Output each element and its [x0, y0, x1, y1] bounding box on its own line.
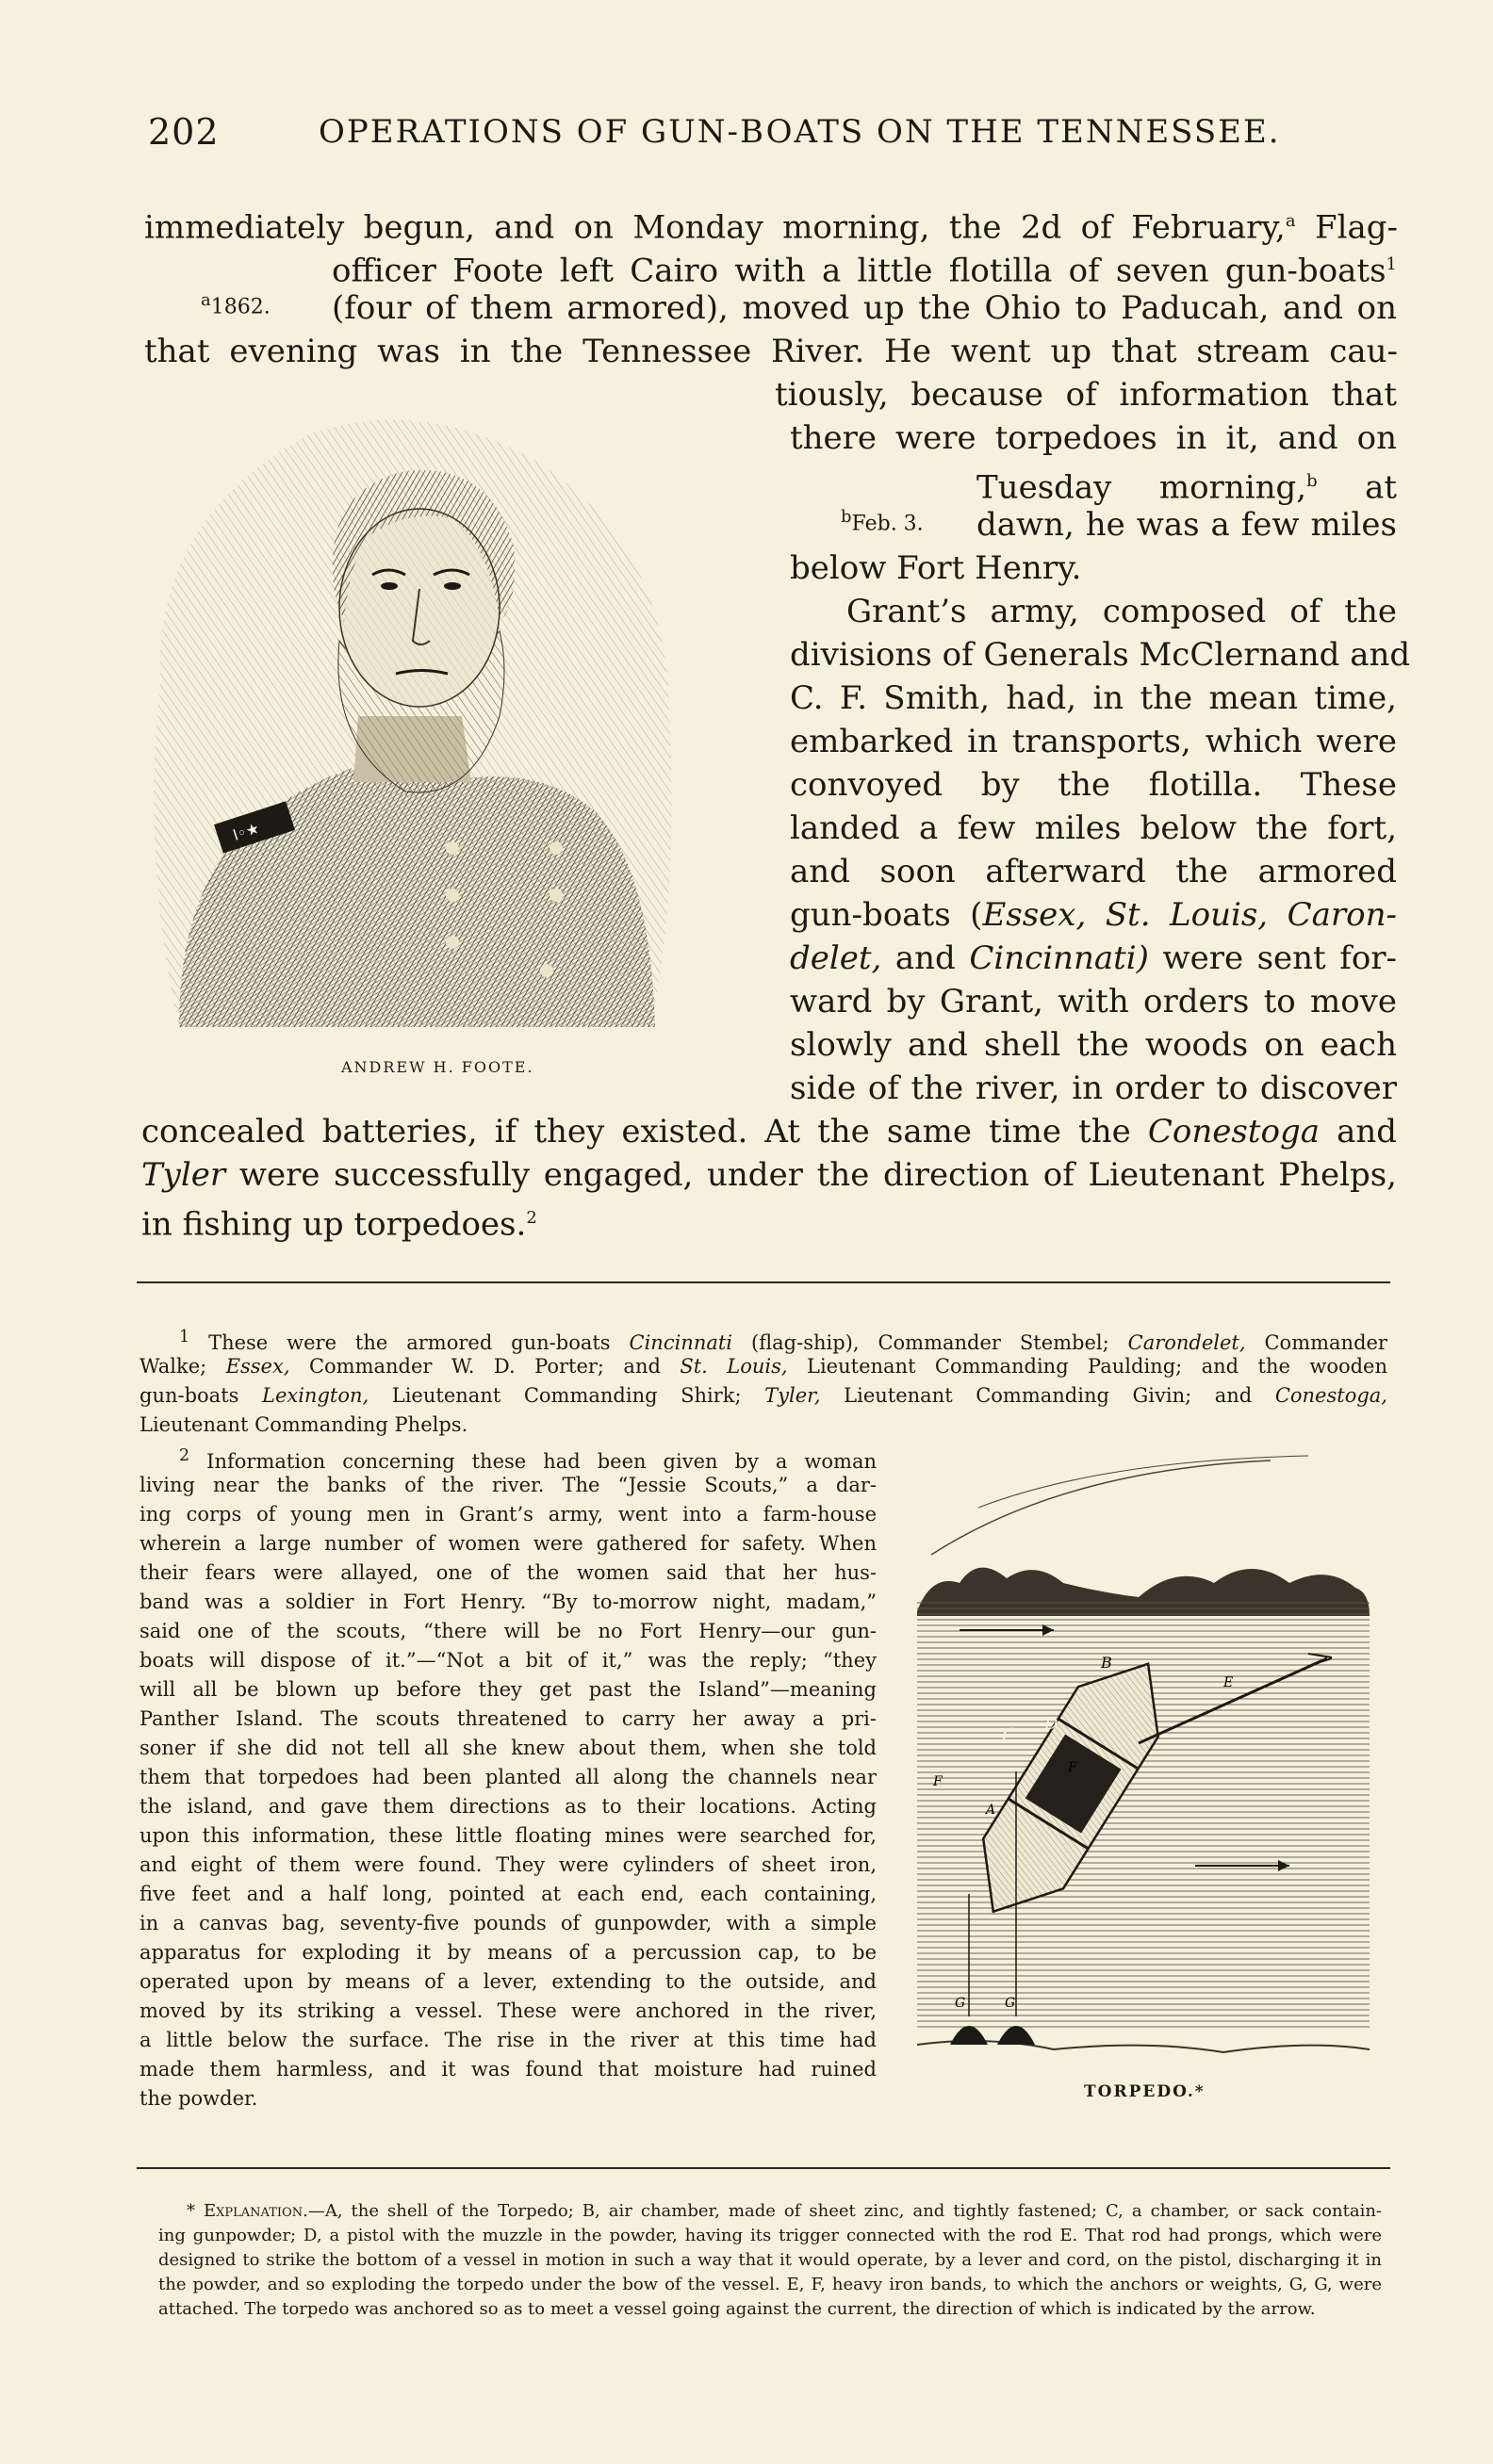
text-span: officer Foote left Cairo with a little flotilla of seven gun-boats — [332, 252, 1386, 290]
footnote-line — [139, 1381, 1387, 1411]
text-span: Lieutenant Commanding Paulding; and the wooden — [807, 1355, 1388, 1378]
ship-name: Tyler, — [764, 1384, 821, 1407]
marginal-ref: b — [1306, 471, 1318, 491]
footnote-line: wherein a large number of women were gathered for safety. When — [139, 1532, 877, 1555]
text-line: (four of them armored), moved up the Ohio to Paducah, and on — [332, 289, 1397, 327]
text-span: Walke; — [139, 1355, 207, 1378]
footnote-line: the island, and gave them directions as to their locations. Acting — [139, 1795, 877, 1818]
text-line: there were torpedoes in it, and on — [790, 419, 1397, 457]
torpedo-label-f1: F — [933, 1774, 943, 1789]
footnote-line: operated upon by means of a lever, extending to the outside, and — [139, 1970, 877, 1993]
svg-text:I◦★: I◦★ — [230, 819, 262, 844]
section-rule — [137, 2167, 1390, 2169]
footnote-number: 2 — [179, 1446, 190, 1465]
footnote-line: said one of the scouts, “there will be no Fort Henry—our gun- — [139, 1620, 877, 1642]
ship-name: Essex, — [225, 1355, 290, 1378]
text-span: and — [1337, 1113, 1398, 1150]
text-line: side of the river, in order to discover — [790, 1069, 1397, 1107]
ship-name: Lexington, — [262, 1384, 369, 1407]
text-line: below Fort Henry. — [790, 549, 1082, 587]
text-span: at — [1365, 468, 1397, 507]
text-line — [141, 1153, 1397, 1197]
text-line — [332, 243, 1397, 292]
text-span: (flag-ship), Commander Stembel; — [750, 1331, 1109, 1354]
portrait-caption: ANDREW H. FOOTE. — [341, 1058, 534, 1076]
text-line — [141, 1197, 537, 1246]
marginal-ref: a — [201, 290, 211, 310]
text-line: landed a few miles below the fort, — [790, 809, 1397, 847]
footnote-line: will all be blown up before they get past the Island”—meaning — [139, 1678, 877, 1701]
text-line — [790, 937, 1397, 980]
text-span: were successfully engaged, under the direction of Lieutenant Phelps, — [238, 1156, 1397, 1194]
footnote-line: and eight of them were found. They were cylinders of sheet iron, — [139, 1853, 877, 1876]
ship-name: Conestoga, — [1274, 1384, 1387, 1407]
text-line: embarked in transports, which were — [790, 723, 1397, 760]
marginal-ref: b — [841, 507, 852, 527]
portrait-engraving — [141, 405, 688, 1046]
footnote-line — [139, 1352, 1387, 1381]
footnote-line: a little below the surface. The rise in the river at this time had — [139, 2029, 877, 2051]
ship-name: St. Louis, — [680, 1355, 788, 1378]
footnote-line: them that torpedoes had been planted all along the channels near — [139, 1766, 877, 1788]
torpedo-caption: TORPEDO.* — [1084, 2082, 1206, 2101]
footnote-line: upon this information, these little floating mines were searched for, — [139, 1824, 877, 1847]
footnote-line: in a canvas bag, seventy-five pounds of gunpowder, with a simple — [139, 1912, 877, 1934]
footnote-line: boats will dispose of it.”—“Not a bit of it,” was the reply; “they — [139, 1649, 877, 1672]
text-span: Information concerning these had been given by a woman — [206, 1450, 877, 1473]
footnote-ref: 2 — [526, 1208, 537, 1228]
ship-name: Tyler — [141, 1156, 226, 1194]
ship-name: Cincinnati — [629, 1331, 733, 1354]
torpedo-label-c: C — [1002, 1725, 1018, 1749]
text-line: tiously, because of information that — [775, 376, 1397, 414]
text-span: were sent for- — [1162, 939, 1398, 977]
footnote-line: Panther Island. The scouts threatened to carry her away a pri- — [139, 1707, 877, 1730]
torpedo-label-d: D — [1044, 1714, 1058, 1734]
footnote-line: band was a soldier in Fort Henry. “By to-morrow night, madam,” — [139, 1591, 877, 1613]
text-span: * Explanation. — [187, 2201, 308, 2221]
text-line: C. F. Smith, had, in the mean time, — [790, 679, 1397, 717]
marginal-date — [841, 496, 924, 546]
ship-name: Conestoga — [1147, 1113, 1320, 1150]
explanation-line — [187, 2199, 1382, 2224]
explanation-line: ing gunpowder; D, a pistol with the muzzle in the powder, having its trigger connected with the rod E. That rod had prongs, which were — [158, 2226, 1382, 2245]
marginal-ref: a — [1285, 211, 1296, 231]
footnote-line: five feet and a half long, pointed at each end, each containing, — [139, 1883, 877, 1905]
torpedo-label-b: B — [1101, 1654, 1112, 1672]
text-line — [790, 893, 1397, 937]
footnote-line: apparatus for exploding it by means of a percussion cap, to be — [139, 1941, 877, 1964]
explanation-line: attached. The torpedo was anchored so as to meet a vessel going against the current, the direction of which is indicated by the arrow. — [158, 2299, 1316, 2319]
text-span: Lieutenant Commanding Givin; and — [844, 1384, 1253, 1407]
text-span: —A, the shell of the Torpedo; B, air chamber, made of sheet zinc, and tightly fastened; C, a chamber, or sack contain- — [307, 2201, 1383, 2221]
text-span: Commander — [1264, 1331, 1387, 1354]
ship-name: Cincinnati) — [969, 939, 1149, 977]
page-number: 202 — [148, 111, 220, 153]
footnote-ref: 1 — [1386, 254, 1397, 274]
text-span: in fishing up torpedoes. — [141, 1205, 527, 1244]
text-span: concealed batteries, if they existed. At the same time the — [141, 1113, 1131, 1150]
torpedo-label-a: A — [986, 1803, 996, 1818]
text-span: Flag- — [1315, 208, 1398, 247]
footnote-line: the powder. — [139, 2087, 258, 2110]
footnote-line: ing corps of young men in Grant’s army, went into a farm-house — [139, 1503, 877, 1526]
text-line: slowly and shell the woods on each — [790, 1026, 1397, 1064]
text-line — [976, 460, 1397, 509]
text-line: dawn, he was a few miles — [976, 506, 1397, 544]
text-span: Feb. 3. — [851, 512, 924, 536]
footnote-line: made them harmless, and it was found that moisture had ruined — [139, 2058, 877, 2081]
text-span: These were the armored gun-boats — [208, 1331, 611, 1354]
text-span: gun-boats — [139, 1384, 239, 1407]
ship-name: delet, — [790, 939, 882, 977]
text-span: Lieutenant Commanding Shirk; — [391, 1384, 742, 1407]
footnote-line: their fears were allayed, one of the women said that her hus- — [139, 1561, 877, 1584]
section-rule — [137, 1281, 1390, 1283]
text-line: divisions of Generals McClernand and — [790, 636, 1411, 674]
explanation-line: the powder, and so exploding the torpedo under the bow of the vessel. E, F, heavy iron bands, to which the anchors or weights, G, G, were — [158, 2275, 1382, 2294]
torpedo-label-f2: F — [1068, 1760, 1077, 1775]
text-span: immediately begun, and on Monday morning, the 2d of February, — [144, 208, 1286, 247]
running-head: OPERATIONS OF GUN-BOATS ON THE TENNESSEE. — [319, 113, 1281, 151]
torpedo-label-e: E — [1223, 1675, 1234, 1690]
text-span: Tuesday morning, — [976, 468, 1307, 507]
torpedo-label-g1: G — [955, 1996, 966, 2011]
text-line: Grant’s army, composed of the — [846, 593, 1397, 630]
text-line — [141, 1110, 1397, 1153]
text-line: and soon afterward the armored — [790, 853, 1397, 890]
text-line: ward by Grant, with orders to move — [790, 983, 1397, 1020]
explanation-line: designed to strike the bottom of a vessel in motion in such a way that it would operate, by a lever and cord, on the pistol, discharging it in — [158, 2250, 1382, 2270]
footnote-line: living near the banks of the river. The “Jessie Scouts,” a dar- — [139, 1474, 877, 1496]
text-line: convoyed by the flotilla. These — [790, 766, 1397, 804]
text-span: gun-boats ( — [790, 896, 983, 934]
torpedo-illustration — [912, 1442, 1374, 2078]
torpedo-label-g2: G — [1005, 1996, 1016, 2011]
text-span: 1862. — [210, 295, 271, 319]
text-line: that evening was in the Tennessee River. He went up that stream cau- — [144, 333, 1398, 370]
ship-names: Essex, St. Louis, Caron- — [982, 896, 1397, 934]
footnote-number: 1 — [179, 1328, 190, 1346]
footnote-line: soner if she did not tell all she knew about them, when she told — [139, 1737, 877, 1759]
marginal-date — [201, 279, 271, 329]
ship-name: Carondelet, — [1127, 1331, 1246, 1354]
text-line — [144, 200, 1398, 249]
footnote-line: moved by its striking a vessel. These were anchored in the river, — [139, 1999, 877, 2022]
text-span: and — [894, 939, 956, 977]
text-span: Commander W. D. Porter; and — [308, 1355, 661, 1378]
footnote-line: Lieutenant Commanding Phelps. — [139, 1413, 468, 1436]
